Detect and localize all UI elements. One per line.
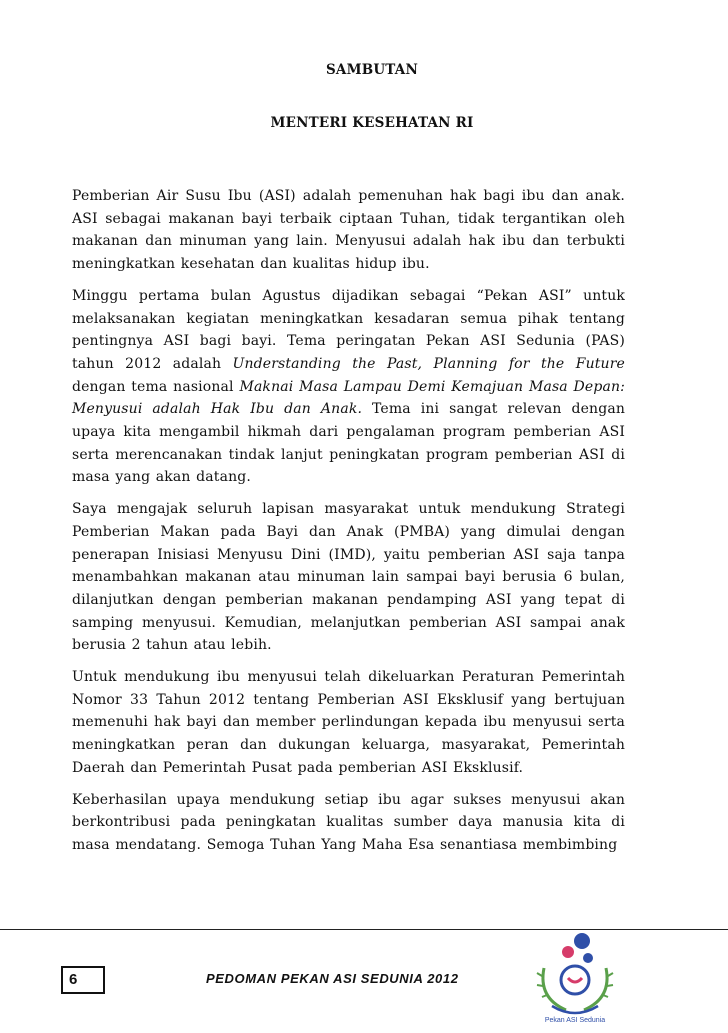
logo-text: Pekan ASI Sedunia: [544, 1017, 606, 1024]
paragraph-5: Keberhasilan upaya mendukung setiap ibu agar sukses menyusui akan berkontribusi pada peningkatan kualitas sumber daya manusia kita di masa mendatang. Semoga Tuhan Yang Maha Esa senantiasa membimbing: [72, 791, 625, 853]
paragraph-1: Pemberian Air Susu Ibu (ASI) adalah pemenuhan hak bagi ibu dan anak. ASI sebagai makanan bayi terbaik ciptaan Tuhan, tidak tergantikan oleh makanan dan minuman yang lain. Menyusui adalah hak ibu dan terbukti meningkatkan kesehatan dan kualitas hidup ibu.: [72, 188, 625, 273]
paragraph-2: [72, 285, 625, 489]
paragraph-2-theme-intl: Understanding the Past, Planning for the Future: [232, 355, 625, 372]
page-number: 6: [61, 966, 105, 994]
paragraph-2-text-a: Minggu pertama bulan Agustus dijadikan sebagai “Pekan ASI” untuk melaksanakan kegiatan meningkatkan kesadaran semua pihak tentang pentingnya ASI bagi bayi. Tema peringatan Pekan ASI Sedunia (PAS) tahun 2012 adalah: [72, 287, 625, 372]
document-body: [72, 185, 625, 866]
pekan-asi-logo-icon: [530, 928, 620, 1028]
heading-sambutan: SAMBUTAN: [325, 62, 419, 78]
footer-title: PEDOMAN PEKAN ASI SEDUNIA 2012: [206, 971, 459, 986]
paragraph-2-text-c: dengan tema nasional: [72, 378, 240, 395]
paragraph-2-theme-national: Maknai Masa Lampau Demi Kemajuan Masa Depan: Menyusui adalah Hak Ibu dan Anak.: [72, 378, 625, 418]
paragraph-3: Saya mengajak seluruh lapisan masyarakat untuk mendukung Strategi Pemberian Makan pada Bayi dan Anak (PMBA) yang dimulai dengan penerapan Inisiasi Menyusu Dini (IMD), yaitu pemberian ASI saja tanpa menambahkan makanan atau minuman lain sampai bayi berusia 6 bulan, dilanjutkan dengan pemberian makanan pendamping ASI yang tepat di samping menyusui. Kemudian, melanjutkan pemberian ASI sampai anak berusia 2 tahun atau lebih.: [72, 501, 625, 654]
heading-menteri: MENTERI KESEHATAN RI: [270, 115, 474, 131]
paragraph-2-text-e: Tema ini sangat relevan dengan upaya kita mengambil hikmah dari pengalaman program pemberian ASI serta merencanakan tindak lanjut peningkatan program pemberian ASI di masa yang akan datang.: [72, 401, 625, 486]
paragraph-4: Untuk mendukung ibu menyusui telah dikeluarkan Peraturan Pemerintah Nomor 33 Tahun 2012 tentang Pemberian ASI Eksklusif yang bertujuan memenuhi hak bayi dan member perlindungan kepada ibu menyusui serta meningkatkan peran dan dukungan keluarga, masyarakat, Pemerintah Daerah dan Pemerintah Pusat pada pemberian ASI Eksklusif.: [72, 669, 625, 776]
